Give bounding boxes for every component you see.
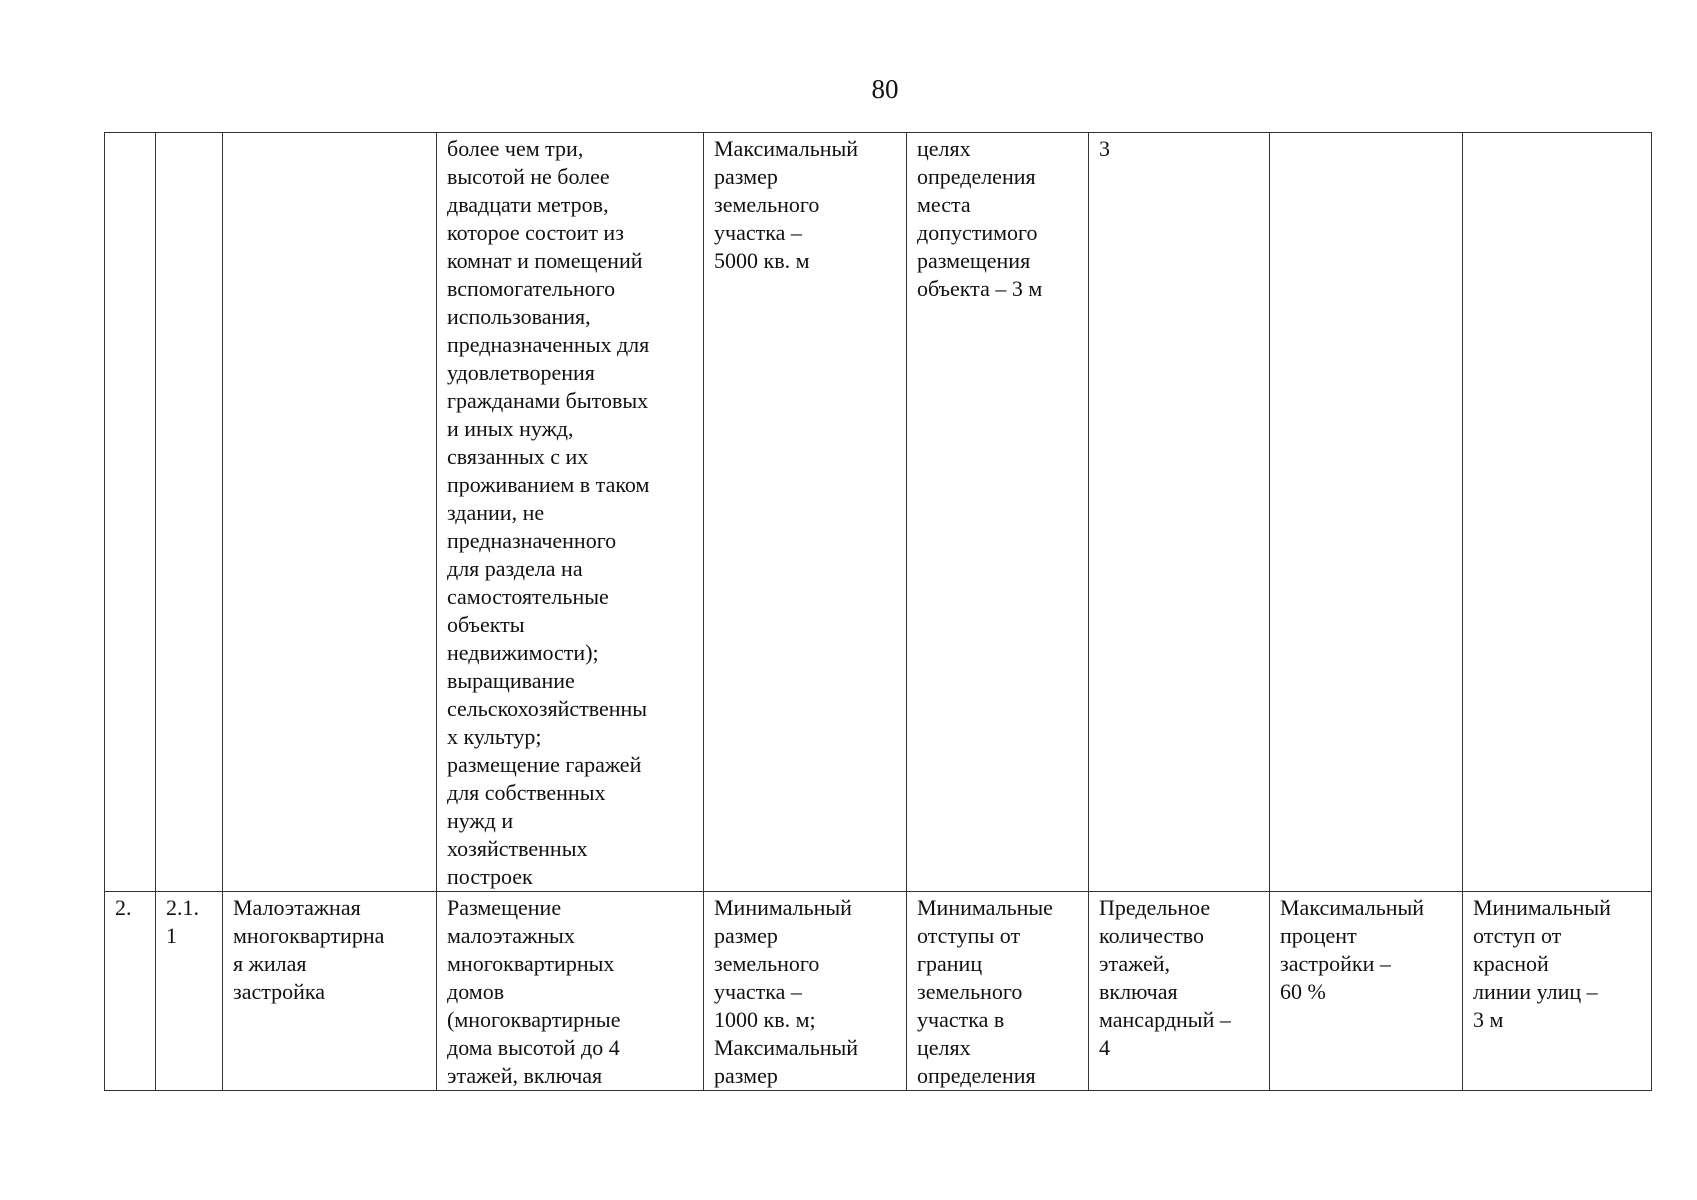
floors-cell: Предельное количество этажей, включая мансардный – 4 — [1089, 892, 1270, 1091]
table-row — [105, 133, 1652, 892]
code-cell: 2.1. 1 — [156, 892, 223, 1091]
use-description-cell: Размещение малоэтажных многоквартирных домов (многоквартирные дома высотой до 4 этажей, включая — [437, 892, 704, 1091]
use-description-cell: более чем три, высотой не более двадцати метров, которое состоит из комнат и помещений вспомогательного использования, предназначенных для удовлетворения гражданами бытовых и иных нужд, связанных с их проживанием в таком здании, не предназначенного для раздела на самостоятельные объекты недвижимости); выращивание сельскохозяйственны х культур; размещение гаражей для собственных нужд и хозяйственных построек — [437, 133, 704, 892]
coverage-cell — [1270, 133, 1463, 892]
plot-size-cell: Максимальный размер земельного участка – 5000 кв. м — [704, 133, 907, 892]
plot-size-cell: Минимальный размер земельного участка – 1000 кв. м; Максимальный размер — [704, 892, 907, 1091]
row-number-cell — [105, 133, 156, 892]
floors-cell: 3 — [1089, 133, 1270, 892]
use-name-cell — [223, 133, 437, 892]
table-row — [105, 892, 1652, 1091]
setback-cell: Минимальные отступы от границ земельного участка в целях определения — [907, 892, 1089, 1091]
use-name-cell: Малоэтажная многоквартирна я жилая застройка — [223, 892, 437, 1091]
code-cell — [156, 133, 223, 892]
coverage-cell: Максимальный процент застройки – 60 % — [1270, 892, 1463, 1091]
red-line-setback-cell — [1463, 133, 1652, 892]
page-number: 80 — [871, 74, 899, 104]
row-number-cell: 2. — [105, 892, 156, 1091]
setback-cell: целях определения места допустимого размещения объекта – 3 м — [907, 133, 1089, 892]
land-use-regulations-table — [104, 132, 1652, 1091]
red-line-setback-cell: Минимальный отступ от красной линии улиц – 3 м — [1463, 892, 1652, 1091]
